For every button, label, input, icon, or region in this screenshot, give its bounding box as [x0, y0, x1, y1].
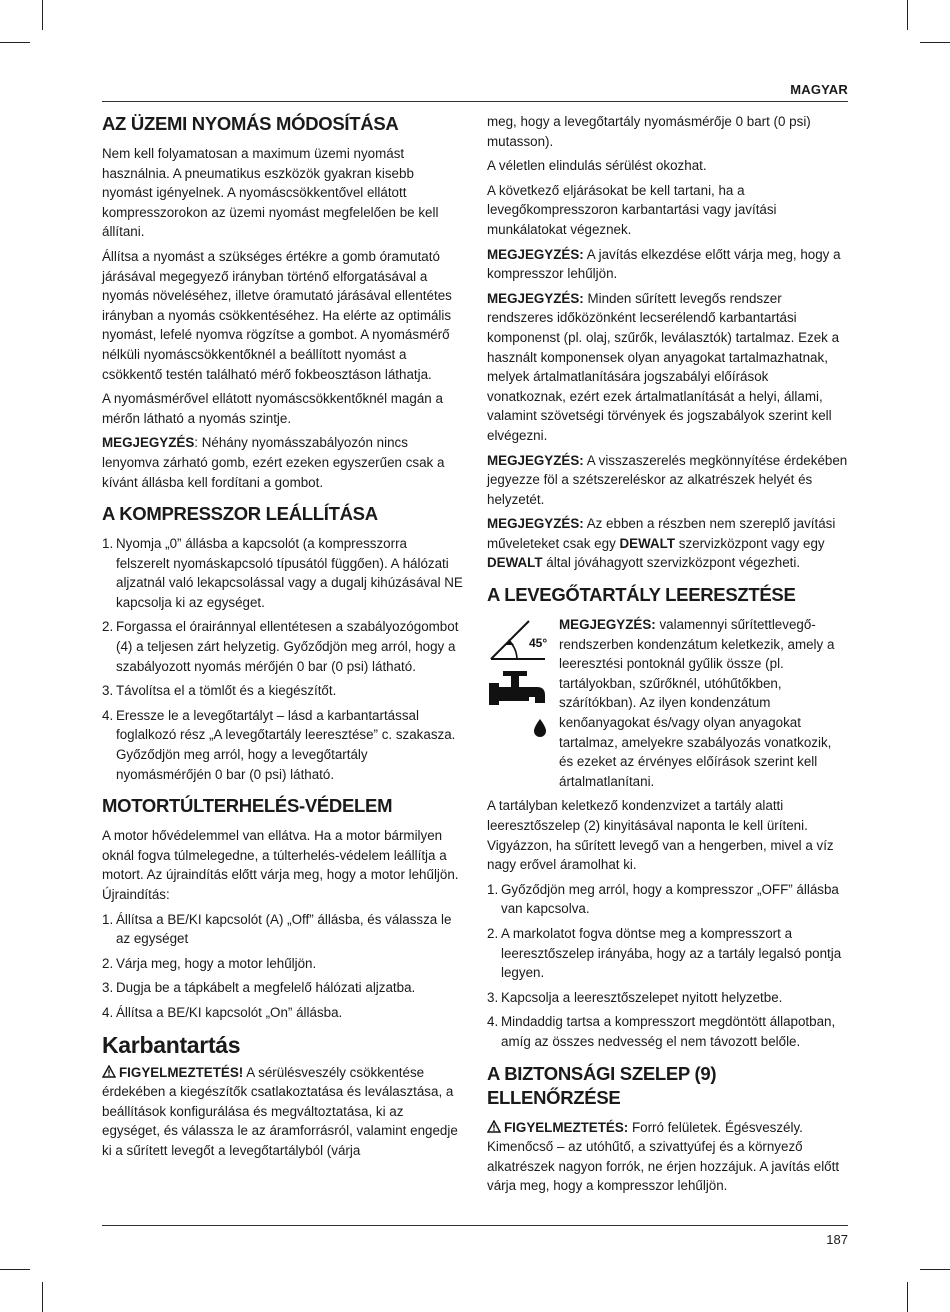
- drain-pictogram: [487, 615, 557, 735]
- section-title-operating-pressure: AZ ÜZEMI NYOMÁS MÓDOSÍTÁSA: [102, 113, 399, 134]
- chapter-title-maintenance: Karbantartás: [102, 1031, 241, 1058]
- footer-rule: [102, 1225, 848, 1226]
- note-text: Minden sűrített levegős rendszer rendszeres időközönként lecserélendő karbantartási komponenst (pl. olaj, szűrők, leválasztók) tartalmaz. Ezek a használt komponensek olyan anyagokat tartalmazhatnak, melyek ártalmatlanítására jogszabályi előírások vonatkoznak, ezért ezek ártalmatlanítását a helyi, állami, valamint szövetségi törvények és jogszabályok szerint kell elvégezni.: [487, 290, 840, 443]
- list-item: [487, 924, 849, 983]
- list-item: [102, 617, 464, 676]
- list-text: Állítsa a BE/KI kapcsolót (A) „Off” állásba, és válassza le az egységet: [116, 911, 452, 947]
- drain-valve-icon: [487, 667, 557, 737]
- crop-mark: [920, 1269, 950, 1270]
- list-text: Távolítsa el a tömlőt és a kiegészítőt.: [116, 683, 337, 699]
- angle-label: 45°: [529, 636, 548, 651]
- note-paragraph: [487, 451, 849, 510]
- list-item: [102, 978, 464, 998]
- list-text: Várja meg, hogy a motor lehűljön.: [116, 955, 317, 971]
- paragraph: Nem kell folyamatosan a maximum üzemi nyomást használnia. A pneumatikus eszközök gyakran kisebb nyomást igényelnek. A nyomáscsökkentővel ellátott kompresszorokon az üzemi nyomást megfelelően be kell állítani.: [102, 146, 439, 240]
- list-text: Állítsa a BE/KI kapcsolót „On” állásba.: [116, 1004, 343, 1020]
- paragraph: A következő eljárásokat be kell tartani, ha a levegőkompresszoron karbantartási vagy javítási munkálatokat végeznek.: [487, 182, 777, 237]
- language-label: MAGYAR: [790, 82, 848, 97]
- warning-text: A sérülésveszély csökkentése érdekében a kiegészítők csatlakoztatása és leválasztása, a beállítások konfigurálása és megváltoztatása, ki az egységet, és válassza le az áramforrásról, valamint engedje ki a sűrített levegőt a levegőtartályból (várja: [102, 1064, 458, 1158]
- section-title-safety-valve: A BIZTONSÁGI SZELEP (9) ELLENŐRZÉSE: [487, 1062, 717, 1108]
- note-text: valamennyi sűrítettlevegő-rendszerben kondenzátum keletkezik, amely a leeresztési pontoknál gyűlik össze (pl. tartályokban, szűrőknél, utóhűtőkben, szárítókban). Az ilyen kondenzátum kenőanyagokat és/vagy olyan anyagokat tartalmaz, amelyekre szabályozás vonatkozik, és ezeket az érvényes előírások szerint kell ártalmatlanítani.: [559, 617, 835, 789]
- list-item: [102, 681, 464, 701]
- warning-paragraph: [102, 1063, 464, 1161]
- note-text: A javítás elkezdése előtt várja meg, hogy a kompresszor lehűljön.: [487, 246, 841, 282]
- note-label: MEGJEGYZÉS: [102, 435, 195, 451]
- list-text: Nyomja „0” állásba a kapcsolót (a kompresszorra felszerelt nyomáskapcsoló típusától függően). A hálózati aljzatnál való lekapcsolással vagy a dugalj kihúzásával NE kapcsolja ki az egységet.: [116, 536, 463, 610]
- list-text: Forgassa el órairánnyal ellentétesen a szabályozógombot (4) a teljesen zárt helyzetig. Győződjön meg arról, hogy a szabályozott nyomás mérőjén 0 bar (0 psi) látható.: [116, 619, 459, 674]
- note-paragraph: [102, 433, 464, 492]
- note-text: : Néhány nyomásszabályozón nincs lenyomva zárható gomb, ezért ezeken egyszerűen csak a kívánt állásba kell fordítani a gombot.: [102, 435, 445, 490]
- paragraph: A motor hővédelemmel van ellátva. Ha a motor bármilyen oknál fogva túlmelegedne, a túlterhelés-védelem leállítja a motort. Az újraindítás előtt várja meg, hogy a motor lehűljön. Újraindítás:: [102, 828, 459, 902]
- list-number: 4.: [487, 1014, 499, 1030]
- crop-mark: [907, 0, 908, 30]
- list-number: 3.: [102, 980, 114, 996]
- list-number: 2.: [102, 955, 114, 971]
- section-title-drain-tank: A LEVEGŐTARTÁLY LEERESZTÉSE: [487, 584, 796, 606]
- note-label: MEGJEGYZÉS:: [487, 290, 584, 306]
- note-paragraph: [487, 245, 849, 284]
- drain-note-paragraph: [559, 615, 849, 791]
- paragraph: A véletlen elindulás sérülést okozhat.: [487, 158, 707, 174]
- note-paragraph: [487, 289, 849, 446]
- note-text: által jóváhagyott szervizközpont végezheti.: [542, 555, 801, 571]
- list-number: 1.: [102, 911, 114, 927]
- restart-steps: [102, 910, 464, 1023]
- drain-steps: [487, 880, 849, 1052]
- note-text: szervizközpont vagy egy: [675, 535, 825, 551]
- list-number: 2.: [487, 925, 499, 941]
- note-label: MEGJEGYZÉS:: [487, 452, 584, 468]
- brand-name: DEWALT: [619, 535, 676, 551]
- paragraph: A nyomásmérővel ellátott nyomáscsökkentőknél magán a mérőn látható a nyomás szintje.: [102, 391, 443, 426]
- paragraph: meg, hogy a levegőtartály nyomásmérője 0 bart (0 psi) mutasson).: [487, 114, 811, 149]
- crop-mark: [920, 42, 950, 43]
- list-text: Győződjön meg arról, hogy a kompresszor „OFF” állásba van kapcsolva.: [501, 881, 839, 917]
- crop-mark: [42, 0, 43, 30]
- warning-label: FIGYELMEZTETÉS:: [504, 1119, 629, 1135]
- right-column: [487, 112, 849, 1201]
- left-column: [102, 112, 464, 1166]
- list-text: Dugja be a tápkábelt a megfelelő hálózati aljzatba.: [116, 980, 416, 996]
- crop-mark: [0, 42, 30, 43]
- crop-mark: [907, 1282, 908, 1312]
- list-item: [102, 1003, 464, 1023]
- note-paragraph: [487, 514, 849, 573]
- warning-text: Forró felületek. Égésveszély. Kimenőcső – az utóhűtő, a szivattyúfej és a környező alkatrészek nagyon forrók, ne érjen hozzájuk. A javítás előtt várja meg, hogy a kompresszor lehűljön.: [487, 1119, 840, 1194]
- list-text: Eressze le a levegőtartályt – lásd a karbantartással foglalkozó rész „A levegőtartály leeresztése” c. szakasza. Győződjön meg arról, hogy a levegőtartály nyomásmérőjén 0 bar (0 psi) látható.: [116, 707, 456, 782]
- note-text: A visszaszerelés megkönnyítése érdekében jegyezze föl a szétszereléskor az alkatrészek helyét és helyzetét.: [487, 452, 848, 507]
- list-item: [102, 534, 464, 612]
- list-text: A markolatot fogva döntse meg a kompresszort a leeresztőszelep irányába, hogy az a tartály legalsó pontja legyen.: [501, 925, 842, 981]
- note-text: Az ebben a részben nem szereplő javítási műveleteket csak egy: [487, 516, 836, 551]
- warning-label: FIGYELMEZTETÉS!: [119, 1064, 244, 1080]
- drain-note-block: [487, 615, 849, 791]
- warning-triangle-icon: [487, 1120, 501, 1133]
- list-text: Mindaddig tartsa a kompresszort megdöntött állapotban, amíg az összes nedvesség el nem távozott belőle.: [501, 1014, 836, 1049]
- list-number: 4.: [102, 707, 114, 723]
- warning-triangle-icon: [102, 1065, 116, 1078]
- list-number: 1.: [102, 536, 114, 552]
- note-label: MEGJEGYZÉS:: [487, 246, 584, 262]
- section-title-overload: MOTORTÚLTERHELÉS-VÉDELEM: [102, 795, 393, 817]
- list-number: 3.: [487, 989, 499, 1005]
- list-number: 4.: [102, 1004, 114, 1020]
- list-number: 3.: [102, 683, 114, 699]
- list-item: [102, 706, 464, 784]
- crop-mark: [42, 1282, 43, 1312]
- note-label: MEGJEGYZÉS:: [559, 617, 656, 633]
- page-number: 187: [826, 1232, 848, 1247]
- list-number: 1.: [487, 881, 499, 897]
- list-text: Kapcsolja a leeresztőszelepet nyitott helyzetbe.: [501, 989, 783, 1005]
- brand-name: DEWALT: [487, 555, 543, 571]
- shutdown-steps: [102, 534, 464, 784]
- list-number: 2.: [102, 619, 114, 635]
- list-item: [487, 988, 849, 1008]
- list-item: [102, 954, 464, 974]
- list-item: [487, 880, 849, 919]
- section-title-shutdown: A KOMPRESSZOR LEÁLLÍTÁSA: [102, 503, 378, 525]
- crop-mark: [0, 1269, 30, 1270]
- list-item: [487, 1012, 849, 1051]
- list-item: [102, 910, 464, 949]
- note-label: MEGJEGYZÉS:: [487, 516, 584, 532]
- warning-paragraph: [487, 1118, 849, 1196]
- paragraph: A tartályban keletkező kondenzvizet a tartály alatti leeresztőszelep (2) kinyitásával naponta le kell üríteni. Vigyázzon, ha sűrített levegő van a hengerben, mivel a víz nagy erővel áramolhat ki.: [487, 798, 834, 873]
- paragraph: Állítsa a nyomást a szükséges értékre a gomb óramutató járásával megegyező irányban történő elforgatásával a nyomás növeléséhez, illetve óramutató járásával ellentétes irányban a nyomás csökkentéséhez. Ha elérte az optimális nyomást, lefelé nyomva rögzítse a gombot. A nyomásmérő nélküli nyomáscsökkentőknél a beállított nyomást a csökkentő testén található mérő fokbeosztáson láthatja.: [102, 248, 452, 382]
- header-rule: [102, 101, 848, 102]
